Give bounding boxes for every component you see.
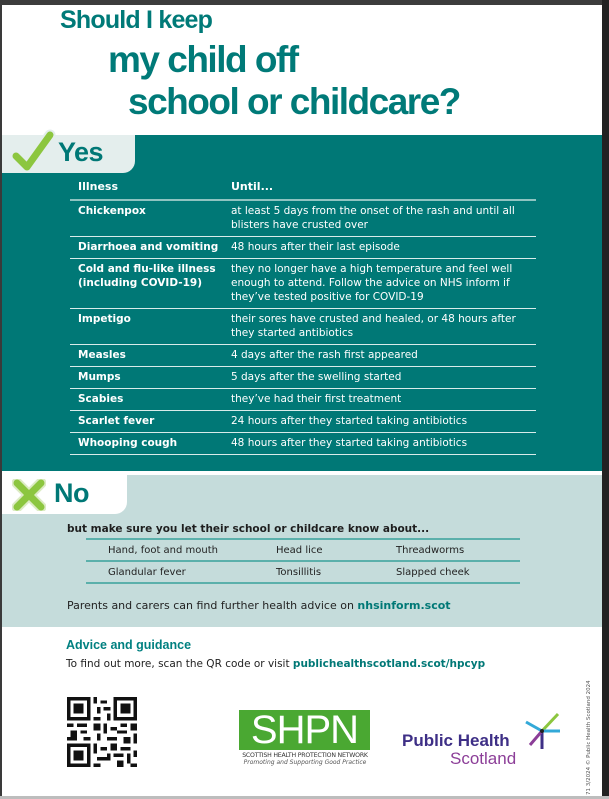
condition-item: Threadworms — [396, 544, 465, 556]
illness-cell: Chickenpox — [70, 200, 223, 237]
window-frame-right — [602, 0, 609, 799]
table-row — [70, 367, 536, 389]
shpn-logo-name: SCOTTISH HEALTH PROTECTION NETWORK — [242, 752, 368, 759]
parents-advice — [67, 599, 451, 612]
column-header-illness: Illness — [70, 178, 223, 200]
illness-cell: Impetigo — [70, 309, 223, 345]
until-cell: 48 hours after they started taking antibiotics — [223, 433, 536, 455]
no-section — [2, 475, 602, 627]
title-line-2: my child off — [108, 39, 298, 80]
illness-cell: Cold and flu-like illness (including COVID-19) — [70, 259, 223, 309]
shpn-logo-tagline: Promoting and Supporting Good Practice — [243, 759, 367, 766]
shpn-logo-mark: SHPN — [239, 710, 370, 750]
table-row — [70, 259, 536, 309]
phs-logo-line-2: Scotland — [450, 749, 517, 768]
advice-text-body: To find out more, scan the QR code or visit — [66, 658, 293, 670]
yes-table — [70, 178, 536, 455]
table-row — [70, 200, 536, 237]
cross-icon — [12, 479, 46, 511]
condition-item: Glandular fever — [108, 566, 186, 578]
until-cell: they no longer have a high temperature and feel well enough to attend. Follow the advice on NHS inform if they’ve tested positive for COVID-19 — [223, 259, 536, 309]
parents-advice-text: Parents and carers can find further health advice on — [67, 599, 358, 612]
no-label: No — [54, 478, 89, 508]
illness-cell: Diarrhoea and vomiting — [70, 237, 223, 259]
check-icon — [10, 129, 56, 175]
illness-cell: Scarlet fever — [70, 411, 223, 433]
illness-cell: Scabies — [70, 389, 223, 411]
conditions-row — [86, 540, 520, 562]
yes-tab — [2, 135, 135, 173]
column-header-until: Until... — [223, 178, 536, 200]
illness-cell: Measles — [70, 345, 223, 367]
until-cell: 24 hours after they started taking antibiotics — [223, 411, 536, 433]
qr-code[interactable] — [67, 697, 137, 767]
illness-cell: Mumps — [70, 367, 223, 389]
phs-logo-line-1: Public Health — [402, 731, 510, 750]
table-row — [70, 433, 536, 455]
condition-item: Head lice — [276, 544, 323, 556]
until-cell: at least 5 days from the onset of the rash and until all blisters have crusted over — [223, 200, 536, 237]
table-row — [70, 389, 536, 411]
advice-title: Advice and guidance — [66, 638, 192, 652]
until-cell: 5 days after the swelling started — [223, 367, 536, 389]
table-row — [70, 237, 536, 259]
phs-logo — [402, 711, 592, 771]
phs-star-icon — [522, 711, 562, 751]
copyright-vertical-text: 71 3/2024 © Public Health Scotland 2024 — [586, 680, 592, 795]
yes-table-header — [70, 178, 536, 200]
table-row — [70, 411, 536, 433]
poster-page — [2, 5, 602, 796]
illness-cell: Whooping cough — [70, 433, 223, 455]
condition-item: Tonsillitis — [276, 566, 322, 578]
nhsinform-link[interactable]: nhsinform.scot — [357, 599, 451, 612]
title-line-3: school or childcare? — [128, 81, 460, 122]
table-row — [70, 309, 536, 345]
no-intro-text: but make sure you let their school or childcare know about... — [67, 523, 430, 535]
advice-text — [66, 658, 485, 670]
table-row — [70, 345, 536, 367]
conditions-row — [86, 562, 520, 584]
no-tab — [2, 475, 127, 514]
until-cell: 4 days after the rash first appeared — [223, 345, 536, 367]
title-line-1: Should I keep — [60, 6, 213, 34]
shpn-logo — [235, 710, 375, 766]
no-conditions-grid — [86, 538, 520, 584]
phs-link[interactable]: publichealthscotland.scot/hpcyp — [292, 658, 486, 670]
condition-item: Hand, foot and mouth — [108, 544, 218, 556]
yes-label: Yes — [58, 137, 104, 167]
condition-item: Slapped cheek — [396, 566, 470, 578]
until-cell: their sores have crusted and healed, or 48 hours after they started antibiotics — [223, 309, 536, 345]
yes-section — [2, 135, 602, 471]
until-cell: 48 hours after their last episode — [223, 237, 536, 259]
until-cell: they’ve had their first treatment — [223, 389, 536, 411]
